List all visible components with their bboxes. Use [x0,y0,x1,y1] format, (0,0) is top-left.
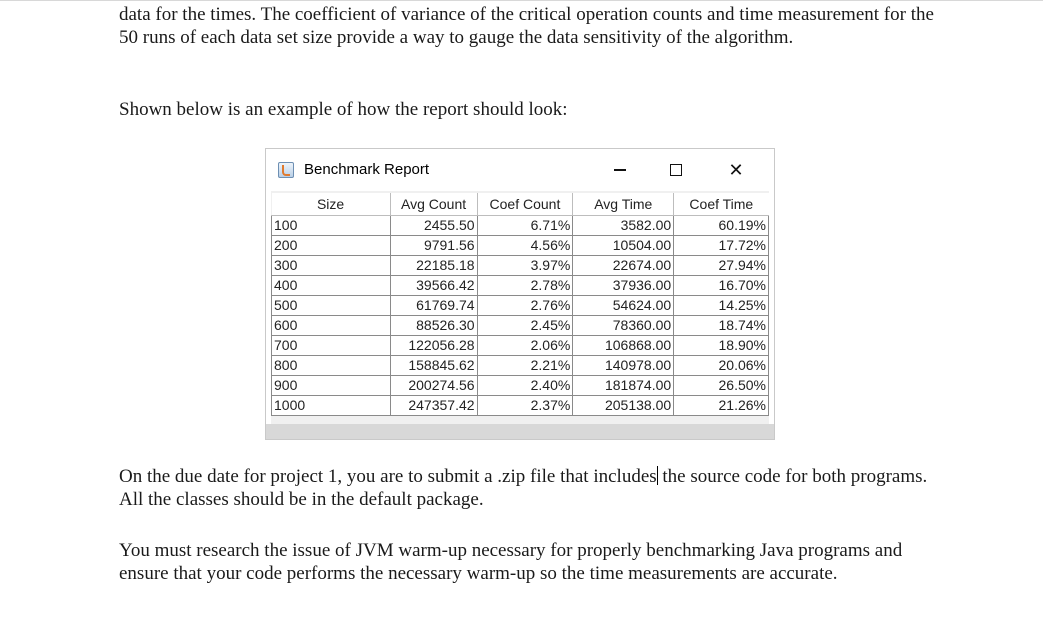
paragraph-report-example-intro: Shown below is an example of how the report should look: [119,99,568,120]
cell-avg-time[interactable]: 106868.00 [573,336,674,356]
cell-coef-time[interactable]: 60.19% [674,216,769,236]
cell-coef-count[interactable]: 3.97% [477,256,573,276]
cell-avg-count[interactable]: 39566.42 [390,276,477,296]
cell-coef-time[interactable]: 18.74% [674,316,769,336]
cell-coef-count[interactable]: 2.37% [477,396,573,416]
cell-coef-time[interactable]: 18.90% [674,336,769,356]
cell-coef-count[interactable]: 2.76% [477,296,573,316]
table-row[interactable] [272,276,769,296]
cell-size[interactable]: 400 [272,276,391,296]
cell-coef-time[interactable]: 27.94% [674,256,769,276]
cell-coef-count[interactable]: 6.71% [477,216,573,236]
cell-coef-count[interactable]: 2.78% [477,276,573,296]
table-row[interactable] [272,356,769,376]
cell-avg-count[interactable]: 122056.28 [390,336,477,356]
table-row[interactable] [272,376,769,396]
cell-avg-count[interactable]: 158845.62 [390,356,477,376]
cell-coef-time[interactable]: 14.25% [674,296,769,316]
cell-avg-time[interactable]: 54624.00 [573,296,674,316]
minimize-button[interactable] [597,149,643,191]
cell-avg-count[interactable]: 200274.56 [390,376,477,396]
column-header-avg-count[interactable]: Avg Count [390,193,477,216]
cell-coef-count[interactable]: 2.45% [477,316,573,336]
cell-avg-count[interactable]: 9791.56 [390,236,477,256]
maximize-button[interactable] [653,149,699,191]
cell-avg-time[interactable]: 10504.00 [573,236,674,256]
cell-coef-time[interactable]: 17.72% [674,236,769,256]
minimize-icon [614,169,626,171]
cell-size[interactable]: 100 [272,216,391,236]
due-date-text-start: On the due date for project 1, you are to submit a .zip file that includes [119,466,657,487]
cell-coef-count[interactable]: 2.21% [477,356,573,376]
cell-coef-time[interactable]: 16.70% [674,276,769,296]
cell-size[interactable]: 300 [272,256,391,276]
cell-size[interactable]: 200 [272,236,391,256]
window-title-bar[interactable] [266,149,774,191]
cell-avg-count[interactable]: 61769.74 [390,296,477,316]
cell-size[interactable]: 800 [272,356,391,376]
cell-coef-count[interactable]: 4.56% [477,236,573,256]
cell-avg-time[interactable]: 37936.00 [573,276,674,296]
cell-coef-time[interactable]: 26.50% [674,376,769,396]
table-row[interactable] [272,296,769,316]
report-content-pane [271,191,769,424]
window-title: Benchmark Report [304,161,430,178]
page-top-divider [0,0,1043,1]
cell-coef-count[interactable]: 2.40% [477,376,573,396]
cell-avg-count[interactable]: 2455.50 [390,216,477,236]
table-row[interactable] [272,256,769,276]
close-button[interactable] [713,149,759,191]
column-header-coef-count[interactable]: Coef Count [477,193,573,216]
table-header-row [272,193,769,216]
benchmark-report-table[interactable] [271,193,769,416]
window-bottom-border [266,424,774,439]
table-row[interactable] [272,396,769,416]
column-header-avg-time[interactable]: Avg Time [573,193,674,216]
cell-coef-count[interactable]: 2.06% [477,336,573,356]
cell-avg-count[interactable]: 88526.30 [390,316,477,336]
cell-size[interactable]: 900 [272,376,391,396]
cell-size[interactable]: 700 [272,336,391,356]
cell-size[interactable]: 600 [272,316,391,336]
cell-avg-time[interactable]: 205138.00 [573,396,674,416]
table-row[interactable] [272,216,769,236]
java-cup-icon [278,162,294,178]
column-header-coef-time[interactable]: Coef Time [674,193,769,216]
cell-coef-time[interactable]: 20.06% [674,356,769,376]
paragraph-due-date [119,465,939,511]
paragraph-coefficient-of-variance: data for the times. The coefficient of variance of the critical operation counts and time measurement for the 50 runs of each data set size provide a way to gauge the data sensitivity of the algorithm. [119,4,934,48]
benchmark-report-window [265,148,775,440]
cell-avg-time[interactable]: 78360.00 [573,316,674,336]
cell-avg-time[interactable]: 3582.00 [573,216,674,236]
table-row[interactable] [272,236,769,256]
table-row[interactable] [272,316,769,336]
cell-avg-time[interactable]: 140978.00 [573,356,674,376]
maximize-icon [670,164,682,176]
cell-avg-time[interactable]: 181874.00 [573,376,674,396]
column-header-size[interactable]: Size [272,193,391,216]
cell-avg-count[interactable]: 247357.42 [390,396,477,416]
cell-avg-count[interactable]: 22185.18 [390,256,477,276]
table-row[interactable] [272,336,769,356]
due-date-text-end: the source code for both programs. All the classes should be in the default package. [119,466,928,510]
cell-avg-time[interactable]: 22674.00 [573,256,674,276]
close-icon: ✕ [728,159,744,180]
cell-size[interactable]: 500 [272,296,391,316]
cell-coef-time[interactable]: 21.26% [674,396,769,416]
cell-size[interactable]: 1000 [272,396,391,416]
paragraph-jvm-warmup: You must research the issue of JVM warm-up necessary for properly benchmarking Java programs and ensure that your code performs the necessary warm-up so the time measurements are accurate. [119,540,903,584]
